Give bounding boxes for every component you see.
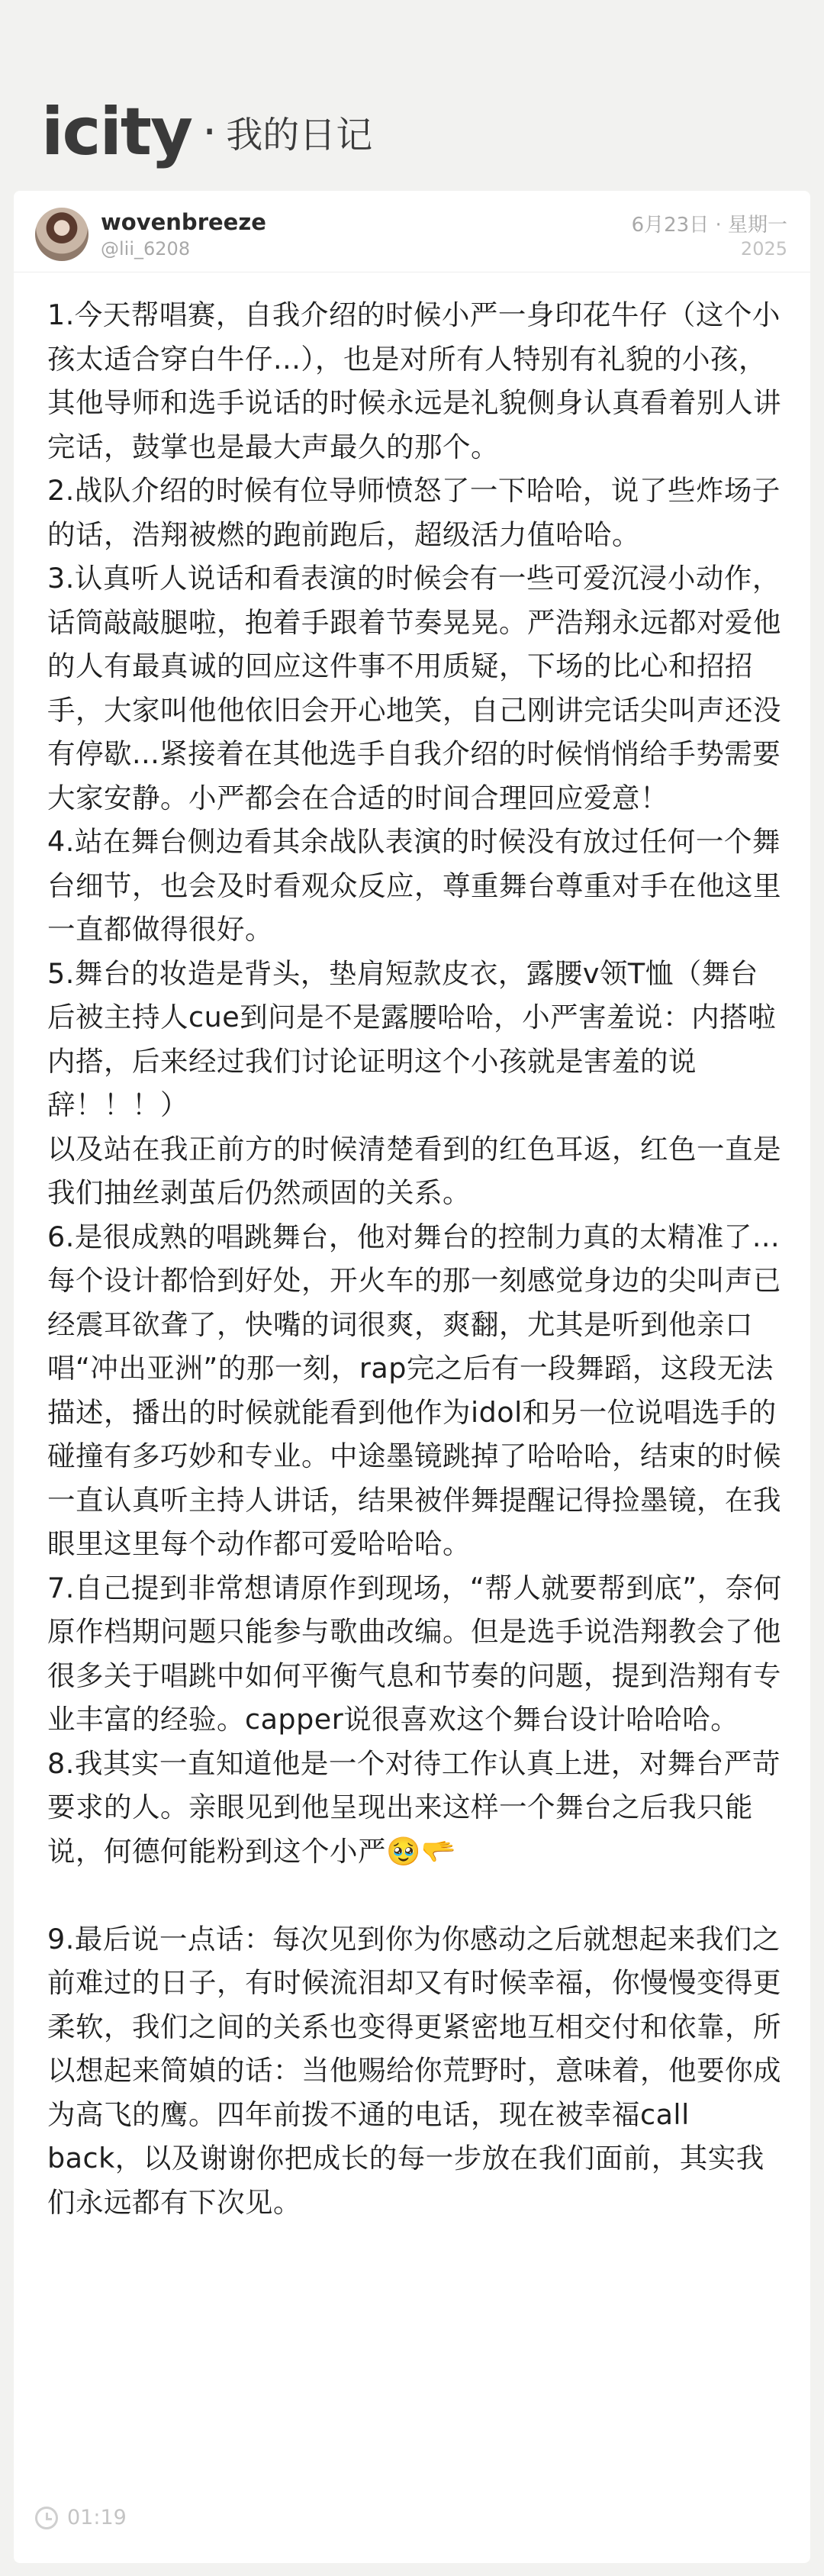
paragraph-5: 5.舞台的妆造是背头，垫肩短款皮衣，露腰v领T恤（舞台后被主持人cue到问是不是露腰哈哈，小严害羞说：内搭啦内搭，后来经过我们讨论证明这个小孩就是害羞的说辞！！！） — [47, 956, 777, 1121]
clock-icon — [35, 2507, 58, 2529]
username[interactable]: wovenbreeze — [101, 209, 266, 235]
entry-content — [47, 293, 783, 2224]
avatar[interactable] — [35, 208, 89, 261]
entry-year: 2025 — [740, 238, 787, 260]
user-id: @lii_6208 — [101, 238, 191, 260]
blank-line — [47, 1873, 783, 1917]
app-logo[interactable]: icity — [41, 94, 192, 170]
page-title: 我的日记 — [226, 114, 373, 156]
entry-time: 01:19 — [67, 2506, 127, 2529]
paragraph-1: 1.今天帮唱赛，自我介绍的时候小严一身印花牛仔（这个小孩太适合穿白牛仔...），也是对所有人特别有礼貌的小孩，其他导师和选手说话的时候永远是礼貌侧身认真看着别人讲完话，鼓掌也是最大声最久的那个。 — [47, 298, 781, 463]
paragraph-7: 7.自己提到非常想请原作到现场，“帮人就要帮到底”，奈何原作档期问题只能参与歌曲改编。但是选手说浩翔教会了他很多关于唱跳中如何平衡气息和节奏的问题，提到浩翔有专业丰富的经验。capper说很喜欢这个舞台设计哈哈哈。 — [47, 1571, 782, 1736]
entry-footer — [35, 2506, 127, 2529]
paragraph-3: 3.认真听人说话和看表演的时候会有一些可爱沉浸小动作，话筒敲敲腿啦，抱着手跟着节奏晃晃。严浩翔永远都对爱他的人有最真诚的回应这件事不用质疑，下场的比心和招招手，大家叫他他依旧会开心地笑，自己刚讲完话尖叫声还没有停歇...紧接着在其他选手自我介绍的时候悄悄给手势需要大家安静。小严都会在合适的时间合理回应爱意！ — [47, 562, 781, 814]
paragraph-9: 9.最后说一点话：每次见到你为你感动之后就想起来我们之前难过的日子，有时候流泪却又有时候幸福，你慢慢变得更柔软，我们之间的关系也变得更紧密地互相交付和依靠，所以想起来简媜的话：当他赐给你荒野时，意味着，他要你成为高飞的鹰。四年前拨不通的电话，现在被幸福call back，以及谢谢你把成长的每一步放在我们面前，其实我们永远都有下次见。 — [47, 1922, 781, 2219]
app-header — [41, 90, 372, 174]
paragraph-6: 6.是很成熟的唱跳舞台，他对舞台的控制力真的太精准了...每个设计都恰到好处，开火车的那一刻感觉身边的尖叫声已经震耳欲聋了，快嘴的词很爽，爽翻，尤其是听到他亲口唱“冲出亚洲”的那一刻，rap完之后有一段舞蹈，这段无法描述，播出的时候就能看到他作为idol和另一位说唱选手的碰撞有多巧妙和专业。中途墨镜跳掉了哈哈哈，结束的时候一直认真听主持人讲话，结果被伴舞提醒记得捡墨镜，在我眼里这里每个动作都可爱哈哈哈。 — [47, 1220, 781, 1560]
diary-entry-card — [14, 191, 810, 2563]
paragraph-4: 4.站在舞台侧边看其余战队表演的时候没有放过任何一个舞台细节，也会及时看观众反应，尊重舞台尊重对手在他这里一直都做得很好。 — [47, 825, 781, 946]
paragraph-2: 2.战队介绍的时候有位导师愤怒了一下哈哈，说了些炸场子的话，浩翔被燃的跑前跑后，超级活力值哈哈。 — [47, 474, 781, 551]
paragraph-8: 8.我其实一直知道他是一个对待工作认真上进，对舞台严苛要求的人。亲眼见到他呈现出来这样一个舞台之后我只能说，何德何能粉到这个小严🥹🫳 — [47, 1746, 781, 1868]
paragraph-5-continued: 以及站在我正前方的时候清楚看到的红色耳返，红色一直是我们抽丝剥茧后仍然顽固的关系。 — [47, 1132, 781, 1209]
entry-date: 6月23日 · 星期一 — [631, 214, 787, 237]
entry-header — [14, 191, 810, 272]
header-separator: · — [202, 105, 217, 159]
